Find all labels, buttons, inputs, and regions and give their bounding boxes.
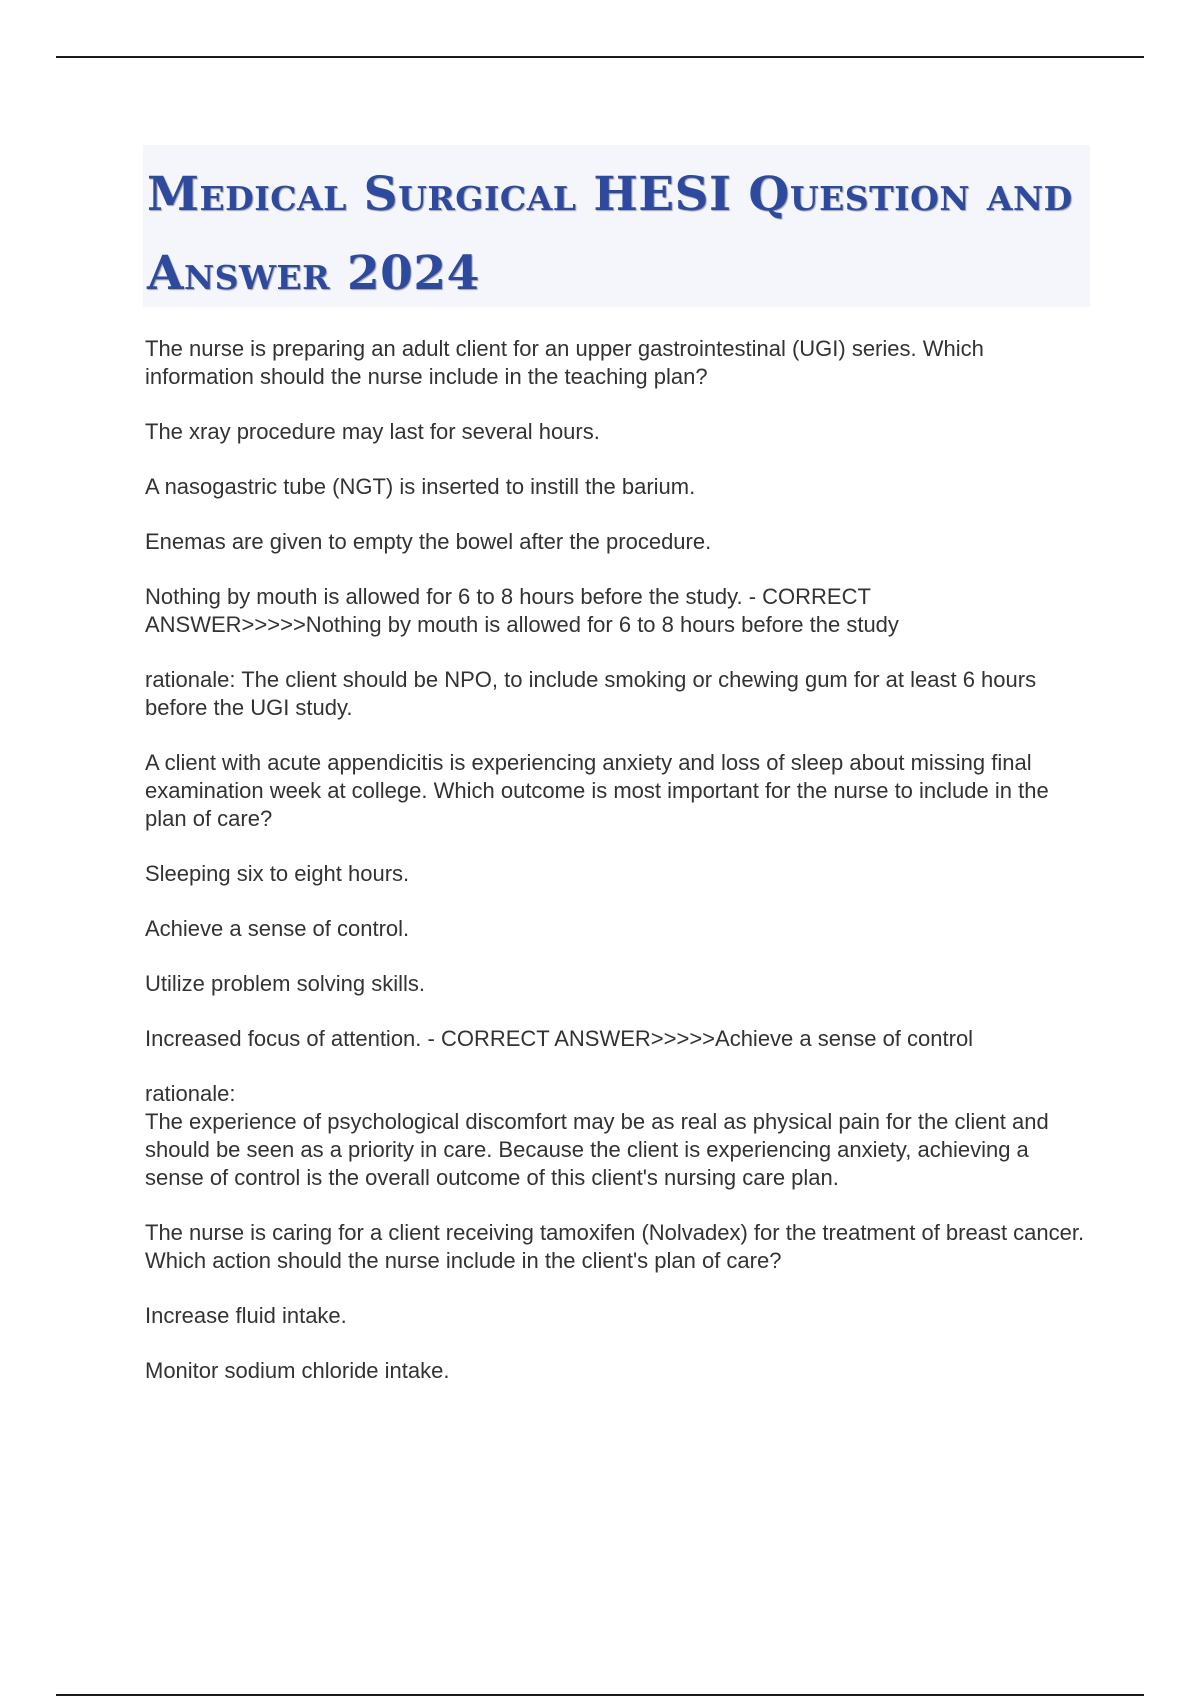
question-1-option-c: Enemas are given to empty the bowel after the procedure.: [145, 529, 712, 554]
question-2-option-b: Achieve a sense of control.: [145, 916, 410, 941]
question-2-option-d-answer: Increased focus of attention. - CORRECT ANSWER>>>>>Achieve a sense of control: [145, 1026, 974, 1051]
question-2-stem: A client with acute appendicitis is experiencing anxiety and loss of sleep about missing final examination week at college. Which outcome is most important for the nurse to include in the plan of care?: [145, 750, 1049, 831]
header-rule: [56, 56, 1144, 58]
question-2-option-c: Utilize problem solving skills.: [145, 971, 425, 996]
footer-rule: [56, 1694, 1144, 1696]
document-title: Medical Surgical HESI Question and Answer 2024: [147, 167, 1073, 301]
question-1-stem: The nurse is preparing an adult client for an upper gastrointestinal (UGI) series. Which information should the nurse include in the teaching plan?: [145, 336, 984, 389]
question-1-option-d-answer: Nothing by mouth is allowed for 6 to 8 hours before the study. - CORRECT ANSWER>>>>>Nothing by mouth is allowed for 6 to 8 hours before the study: [145, 584, 899, 637]
question-2-option-a: Sleeping six to eight hours.: [145, 861, 410, 886]
question-3-option-a: Increase fluid intake.: [145, 1303, 347, 1328]
question-1-option-a: The xray procedure may last for several hours.: [145, 419, 600, 444]
question-1-rationale: rationale: The client should be NPO, to include smoking or chewing gum for at least 6 hours before the UGI study.: [145, 667, 1037, 720]
question-2-rationale: rationale: The experience of psychological discomfort may be as real as physical pain for the client and should be seen as a priority in care. Because the client is experiencing anxiety, achieving a sense of control is the overall outcome of this client's nursing care plan.: [145, 1081, 1049, 1190]
title-banner: [143, 145, 1090, 307]
question-3-option-b: Monitor sodium chloride intake.: [145, 1358, 450, 1383]
question-3-stem: The nurse is caring for a client receiving tamoxifen (Nolvadex) for the treatment of breast cancer. Which action should the nurse include in the client's plan of care?: [145, 1220, 1085, 1273]
document-body: [145, 335, 1085, 1412]
question-1-option-b: A nasogastric tube (NGT) is inserted to instill the barium.: [145, 474, 696, 499]
